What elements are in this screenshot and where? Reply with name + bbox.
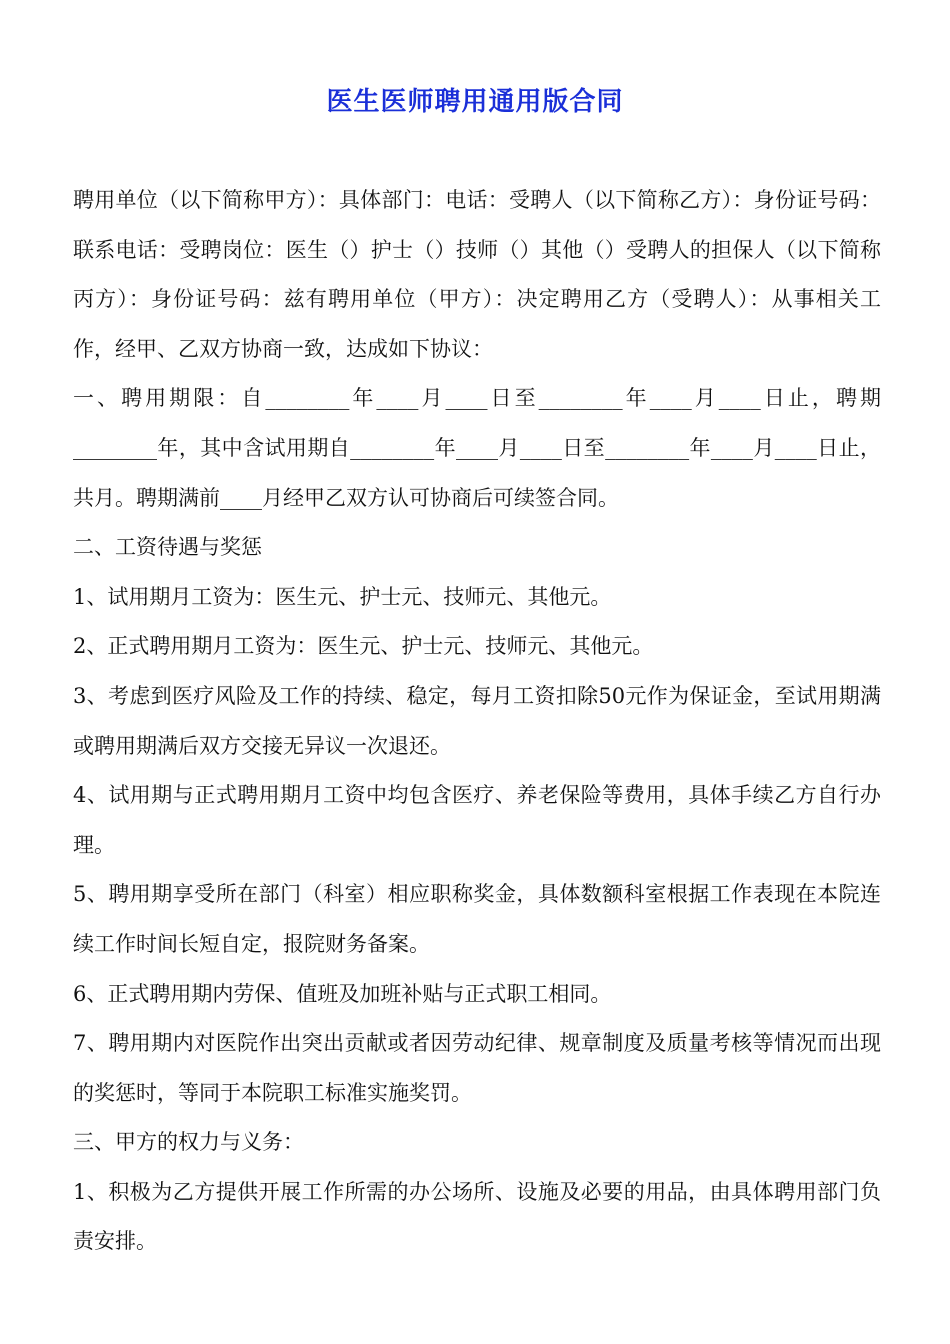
salary-item-7: 7、聘用期内对医院作出突出贡献或者因劳动纪律、规章制度及质量考核等情况而出现的奖惩时，等同于本院职工标准实施奖罚。 [73,1031,881,1105]
party-a-item-1: 1、积极为乙方提供开展工作所需的办公场所、设施及必要的用品，由具体聘用部门负责安排。 [73,1179,881,1254]
salary-item-3: 3、考虑到医疗风险及工作的持续、稳定，每月工资扣除50元作为保证金，至试用期满或聘用期满后双方交接无异议一次退还。 [73,683,881,758]
section-heading-party-a: 三、甲方的权力与义务： [73,1130,304,1155]
salary-item-6: 6、正式聘用期内劳保、值班及加班补贴与正式职工相同。 [73,981,612,1006]
salary-item-4: 4、试用期与正式聘用期月工资中均包含医疗、养老保险等费用，具体手续乙方自行办理。 [73,783,881,857]
term-clause-paragraph: 一、聘用期限：自________年____月____日至________年____月____日止，聘期________年，其中含试用期自________年____月____日至________年____月____日止，共月。聘期满前____月经甲乙双方认可协商后可续签合同。 [73,386,881,510]
document-body [73,176,881,1267]
section-heading-salary: 二、工资待遇与奖惩 [73,535,262,560]
salary-item-5: 5、聘用期享受所在部门（科室）相应职称奖金，具体数额科室根据工作表现在本院连续工作时间长短自定，报院财务备案。 [73,882,881,956]
document-title: 医生医师聘用通用版合同 [326,87,624,117]
contract-parties-paragraph: 聘用单位（以下简称甲方）：具体部门：电话：受聘人（以下简称乙方）：身份证号码：联系电话：受聘岗位：医生（）护士（）技师（）其他（）受聘人的担保人（以下简称丙方）：身份证号码：兹有聘用单位（甲方）：决定聘用乙方（受聘人）：从事相关工作，经甲、乙双方协商一致，达成如下协议： [73,188,881,361]
salary-item-1: 1、试用期月工资为：医生元、护士元、技师元、其他元。 [73,584,612,609]
salary-item-2: 2、正式聘用期月工资为：医生元、护士元、技师元、其他元。 [73,634,654,659]
